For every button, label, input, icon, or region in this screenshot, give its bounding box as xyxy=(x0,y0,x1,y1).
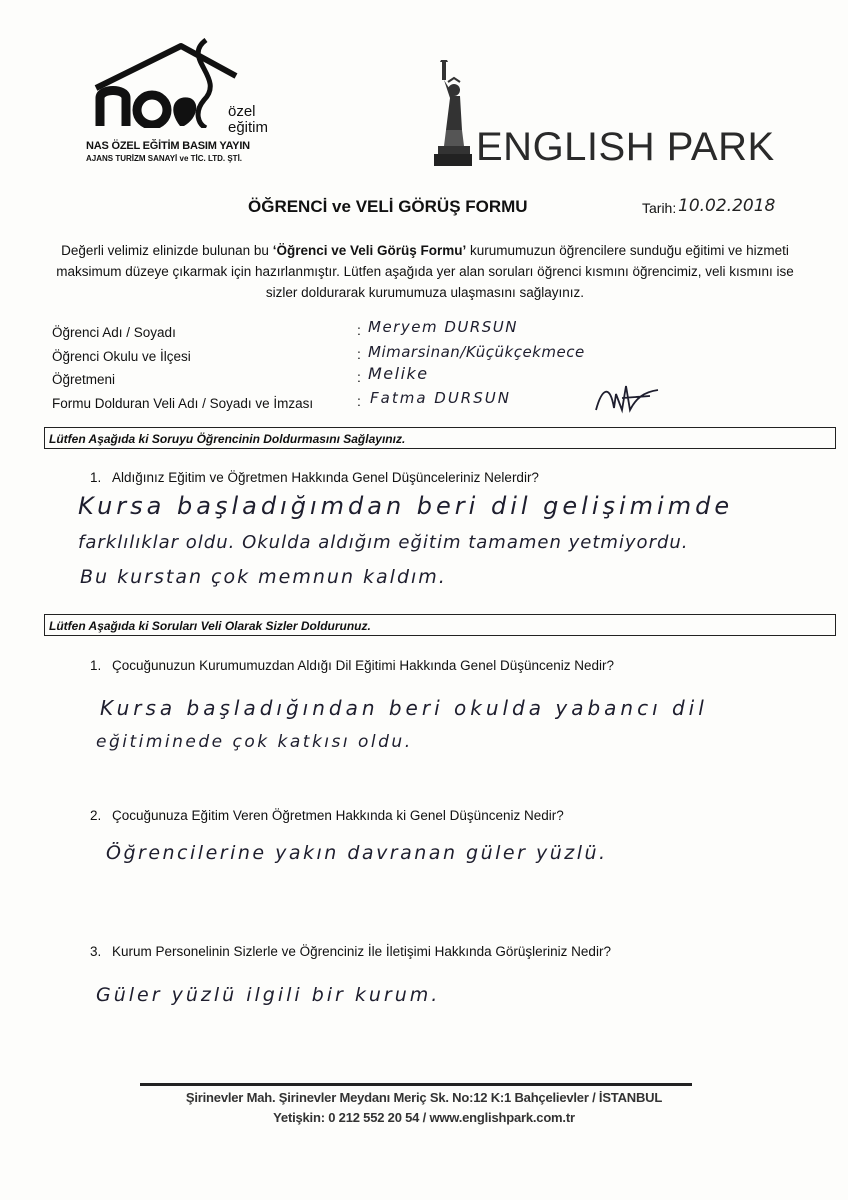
nas-logo xyxy=(78,38,268,168)
parent-signature-icon xyxy=(592,380,664,416)
field-colon: : xyxy=(357,322,361,338)
company-name-line-1: NAS ÖZEL EĞİTİM BASIM YAYIN xyxy=(86,140,250,152)
parent-answer-1-line: eğitiminede çok katkısı oldu. xyxy=(96,732,413,752)
student-answer-line: Kursa başladığımdan beri dil gelişimimde xyxy=(78,492,734,520)
statue-of-liberty-icon xyxy=(432,60,472,168)
english-park-logo xyxy=(432,60,782,175)
teacher-value: Melike xyxy=(368,364,429,383)
intro-text-start: Değerli velimiz elinizde bulunan bu xyxy=(61,243,273,258)
parent-answer-3-line: Güler yüzlü ilgili bir kurum. xyxy=(96,984,441,1006)
student-school-value: Mimarsinan/Küçükçekmece xyxy=(368,343,585,361)
parent-name-label: Formu Dolduran Veli Adı / Soyadı ve İmzası xyxy=(52,396,314,411)
teacher-label: Öğretmeni xyxy=(52,372,116,387)
parent-question-number: 2. xyxy=(90,808,102,823)
footer-contact: Yetişkin: 0 212 552 20 54 / www.englishpark.com.tr xyxy=(273,1110,575,1125)
footer-address: Şirinevler Mah. Şirinevler Meydanı Meriç Sk. No:12 K:1 Bahçelievler / İSTANBUL xyxy=(185,1090,663,1105)
nas-logo-mark-icon xyxy=(86,38,246,128)
brand-text-egitim: eğitim xyxy=(228,119,269,136)
parent-question-number: 1. xyxy=(90,658,102,673)
parent-name-value: Fatma DURSUN xyxy=(370,389,511,407)
parent-question-1: Çocuğunuzun Kurumumuzdan Aldığı Dil Eğitimi Hakkında Genel Düşünceniz Nedir? xyxy=(112,658,615,673)
parent-answer-1-line: Kursa başladığından beri okulda yabancı dil xyxy=(100,696,708,720)
intro-form-name: ‘Öğrenci ve Veli Görüş Formu’ xyxy=(272,243,467,258)
parent-section-header: Lütfen Aşağıda ki Soruları Veli Olarak Sizler Doldurunuz. xyxy=(44,614,836,636)
parent-question-2: Çocuğunuza Eğitim Veren Öğretmen Hakkında ki Genel Düşünceniz Nedir? xyxy=(112,808,564,823)
intro-text-end: kurumumuzun öğrencilere sunduğu eğitimi ve hizmeti maksimum düzeye çıkarmak için hazırlanmıştır. Lütfen aşağıda yer alan soruları öğrenci kısmını öğrencimiz, veli kısmını ise sizler doldurarak kurumumuza ulaşmasını sağlayınız. xyxy=(56,243,794,300)
footer-divider xyxy=(140,1083,692,1086)
date-value: 10.02.2018 xyxy=(678,196,776,216)
student-section-header: Lütfen Aşağıda ki Soruyu Öğrencinin Doldurmasını Sağlayınız. xyxy=(44,427,836,449)
field-colon: : xyxy=(357,393,361,409)
student-question: Aldığınız Eğitim ve Öğretmen Hakkında Genel Düşünceleriniz Nelerdir? xyxy=(112,470,539,485)
date-label: Tarih: xyxy=(642,200,677,216)
brand-text-ozel: özel xyxy=(228,103,256,120)
field-colon: : xyxy=(357,369,361,385)
form-title: ÖĞRENCİ ve VELİ GÖRÜŞ FORMU xyxy=(248,197,528,216)
student-name-value: Meryem DURSUN xyxy=(368,318,518,336)
field-colon: : xyxy=(357,346,361,362)
student-name-label: Öğrenci Adı / Soyadı xyxy=(52,325,176,340)
parent-answer-2-line: Öğrencilerine yakın davranan güler yüzlü. xyxy=(106,842,608,864)
student-question-number: 1. xyxy=(90,470,102,485)
parent-question-3: Kurum Personelinin Sizlerle ve Öğrenciniz İle İletişimi Hakkında Görüşleriniz Nedir? xyxy=(112,944,611,959)
english-park-wordmark: ENGLISH PARK xyxy=(476,125,775,169)
intro-paragraph xyxy=(40,240,810,303)
student-answer-line: farklılıklar oldu. Okulda aldığım eğitim tamamen yetmiyordu. xyxy=(78,532,689,553)
parent-question-number: 3. xyxy=(90,944,102,959)
company-name-line-2: AJANS TURİZM SANAYİ ve TİC. LTD. ŞTİ. xyxy=(86,154,243,163)
student-school-label: Öğrenci Okulu ve İlçesi xyxy=(52,349,191,364)
student-answer-line: Bu kurstan çok memnun kaldım. xyxy=(80,566,447,588)
